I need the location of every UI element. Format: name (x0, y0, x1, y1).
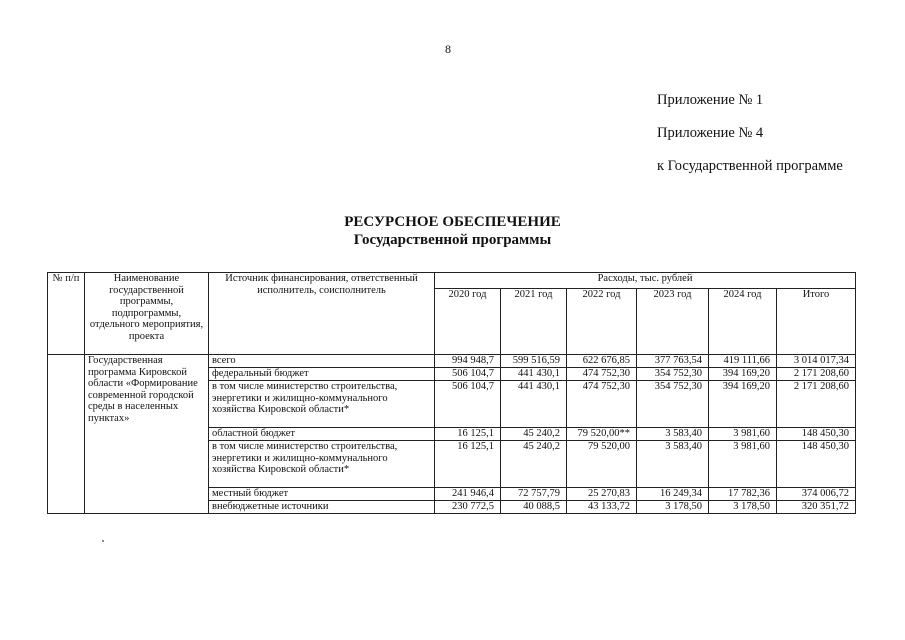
header-year: 2024 год (709, 289, 777, 355)
header-expenses: Расходы, тыс. рублей (435, 273, 856, 289)
value-cell: 441 430,1 (501, 381, 567, 428)
page-number: 8 (445, 42, 451, 56)
value-cell: 3 583,40 (637, 428, 709, 441)
table-row (48, 355, 856, 368)
total-cell: 2 171 208,60 (777, 381, 856, 428)
source-cell: в том числе министерство строительства, энергетики и жилищно-коммунального хозяйства Кировской области* (209, 441, 435, 488)
header-year: 2022 год (567, 289, 637, 355)
value-cell: 16 249,34 (637, 488, 709, 501)
value-cell: 377 763,54 (637, 355, 709, 368)
source-cell: федеральный бюджет (209, 368, 435, 381)
value-cell: 3 583,40 (637, 441, 709, 488)
value-cell: 506 104,7 (435, 368, 501, 381)
total-cell: 2 171 208,60 (777, 368, 856, 381)
value-cell: 230 772,5 (435, 501, 501, 514)
total-cell: 320 351,72 (777, 501, 856, 514)
source-cell: местный бюджет (209, 488, 435, 501)
value-cell: 354 752,30 (637, 368, 709, 381)
value-cell: 16 125,1 (435, 428, 501, 441)
value-cell: 40 088,5 (501, 501, 567, 514)
value-cell: 599 516,59 (501, 355, 567, 368)
program-name-cell: Государственная программа Кировской области «Формирование современной городской среды в населенных пунктах» (85, 355, 209, 514)
value-cell: 394 169,20 (709, 368, 777, 381)
value-cell: 43 133,72 (567, 501, 637, 514)
source-cell: областной бюджет (209, 428, 435, 441)
document-subtitle: Государственной программы (353, 232, 552, 248)
header-year: 2020 год (435, 289, 501, 355)
header-year: 2023 год (637, 289, 709, 355)
appendix-line-1: Приложение № 1 (657, 92, 764, 108)
value-cell: 994 948,7 (435, 355, 501, 368)
resource-table (47, 272, 856, 514)
value-cell: 45 240,2 (501, 441, 567, 488)
value-cell: 474 752,30 (567, 368, 637, 381)
total-cell: 148 450,30 (777, 428, 856, 441)
value-cell: 3 981,60 (709, 441, 777, 488)
row-number-cell (48, 355, 85, 514)
header-year: 2021 год (501, 289, 567, 355)
value-cell: 354 752,30 (637, 381, 709, 428)
source-cell: всего (209, 355, 435, 368)
scan-speck (102, 540, 104, 542)
value-cell: 474 752,30 (567, 381, 637, 428)
value-cell: 3 981,60 (709, 428, 777, 441)
total-cell: 374 006,72 (777, 488, 856, 501)
value-cell: 72 757,79 (501, 488, 567, 501)
value-cell: 79 520,00** (567, 428, 637, 441)
source-cell: в том числе министерство строительства, энергетики и жилищно-коммунального хозяйства Кировской области* (209, 381, 435, 428)
value-cell: 394 169,20 (709, 381, 777, 428)
value-cell: 3 178,50 (637, 501, 709, 514)
value-cell: 241 946,4 (435, 488, 501, 501)
header-name: Наименование государственной программы, подпрограммы, отдельного мероприятия, проекта (85, 273, 209, 355)
total-cell: 148 450,30 (777, 441, 856, 488)
value-cell: 506 104,7 (435, 381, 501, 428)
source-cell: внебюджетные источники (209, 501, 435, 514)
value-cell: 3 178,50 (709, 501, 777, 514)
value-cell: 16 125,1 (435, 441, 501, 488)
header-total: Итого (777, 289, 856, 355)
appendix-line-3: к Государственной программе (657, 158, 843, 174)
total-cell: 3 014 017,34 (777, 355, 856, 368)
value-cell: 45 240,2 (501, 428, 567, 441)
header-source: Источник финансирования, ответственный исполнитель, соисполнитель (209, 273, 435, 355)
document-title: РЕСУРСНОЕ ОБЕСПЕЧЕНИЕ (344, 214, 561, 230)
value-cell: 622 676,85 (567, 355, 637, 368)
value-cell: 17 782,36 (709, 488, 777, 501)
appendix-line-2: Приложение № 4 (657, 125, 764, 141)
value-cell: 419 111,66 (709, 355, 777, 368)
header-num: № п/п (48, 273, 85, 355)
value-cell: 441 430,1 (501, 368, 567, 381)
value-cell: 25 270,83 (567, 488, 637, 501)
value-cell: 79 520,00 (567, 441, 637, 488)
